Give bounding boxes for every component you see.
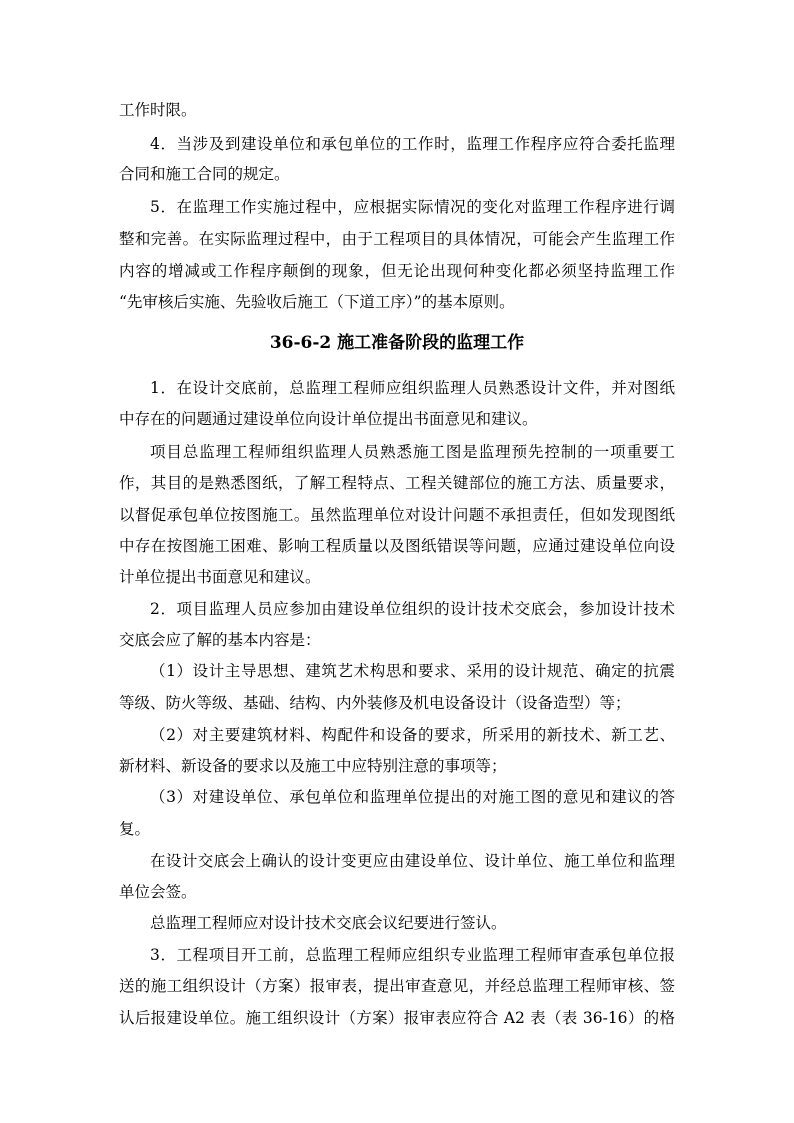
paragraph-line: （1）设计主导思想、建筑艺术构思和要求、采用的设计规范、确定的抗震 xyxy=(150,662,675,680)
paragraph-line: 2．项目监理人员应参加由建设单位组织的设计技术交底会，参加设计技术 xyxy=(150,600,675,618)
paragraph-line: 在设计交底会上确认的设计变更应由建设单位、设计单位、施工单位和监理 xyxy=(150,852,675,870)
paragraph-line: 单位会签。 xyxy=(119,883,197,901)
paragraph-line: 4．当涉及到建设单位和承包单位的工作时，监理工作程序应符合委托监理 xyxy=(150,135,675,153)
paragraph-line: 整和完善。在实际监理过程中，由于工程项目的具体情况，可能会产生监理工作 xyxy=(119,230,675,248)
paragraph-line: 3．工程项目开工前，总监理工程师应组织专业监理工程师审查承包单位报 xyxy=(150,946,675,964)
paragraph-line: 计单位提出书面意见和建议。 xyxy=(119,568,321,586)
paragraph-line: 复。 xyxy=(119,820,151,838)
paragraph-line: 新材料、新设备的要求以及施工中应特别注意的事项等； xyxy=(119,757,507,775)
section-heading: 36-6-2 施工准备阶段的监理工作 xyxy=(269,333,525,353)
paragraph-line: 工作时限。 xyxy=(119,101,197,119)
paragraph-line: （3）对建设单位、承包单位和监理单位提出的对施工图的意见和建议的答 xyxy=(150,788,675,806)
paragraph-line: 中存在按图施工困难、影响工程质量以及图纸错误等问题，应通过建设单位向设 xyxy=(119,537,675,555)
paragraph-line: 以督促承包单位按图施工。虽然监理单位对设计问题不承担责任，但如发现图纸 xyxy=(119,506,675,524)
paragraph-line: “先审核后实施、先验收后施工（下道工序）”的基本原则。 xyxy=(119,293,515,311)
paragraph-line: 交底会应了解的基本内容是： xyxy=(119,631,321,649)
paragraph-line: 1．在设计交底前，总监理工程师应组织监理人员熟悉设计文件，并对图纸 xyxy=(150,379,675,397)
paragraph-line: 合同和施工合同的规定。 xyxy=(119,165,290,183)
paragraph-line: 中存在的问题通过建设单位向设计单位提出书面意见和建议。 xyxy=(119,410,538,428)
paragraph-line: 总监理工程师应对设计技术交底会议纪要进行签认。 xyxy=(150,914,507,932)
paragraph-line: 作，其目的是熟悉图纸，了解工程特点、工程关键部位的施工方法、质量要求， xyxy=(119,474,675,492)
paragraph-line: 项目总监理工程师组织监理人员熟悉施工图是监理预先控制的一项重要工 xyxy=(150,443,675,461)
paragraph-line: （2）对主要建筑材料、构配件和设备的要求，所采用的新技术、新工艺、 xyxy=(150,726,675,744)
paragraph-line: 5．在监理工作实施过程中，应根据实际情况的变化对监理工作程序进行调 xyxy=(150,198,675,216)
paragraph-line: 等级、防火等级、基础、结构、内外装修及机电设备设计（设备造型）等； xyxy=(119,694,631,712)
paragraph-line: 内容的增减或工作程序颠倒的现象，但无论出现何种变化都必须坚持监理工作 xyxy=(119,262,675,280)
paragraph-line: 送的施工组织设计（方案）报审表，提出审查意见，并经总监理工程师审核、签 xyxy=(119,977,675,995)
paragraph-line: 认后报建设单位。施工组织设计（方案）报审表应符合 A2 表（表 36-16）的格 xyxy=(119,1009,675,1027)
